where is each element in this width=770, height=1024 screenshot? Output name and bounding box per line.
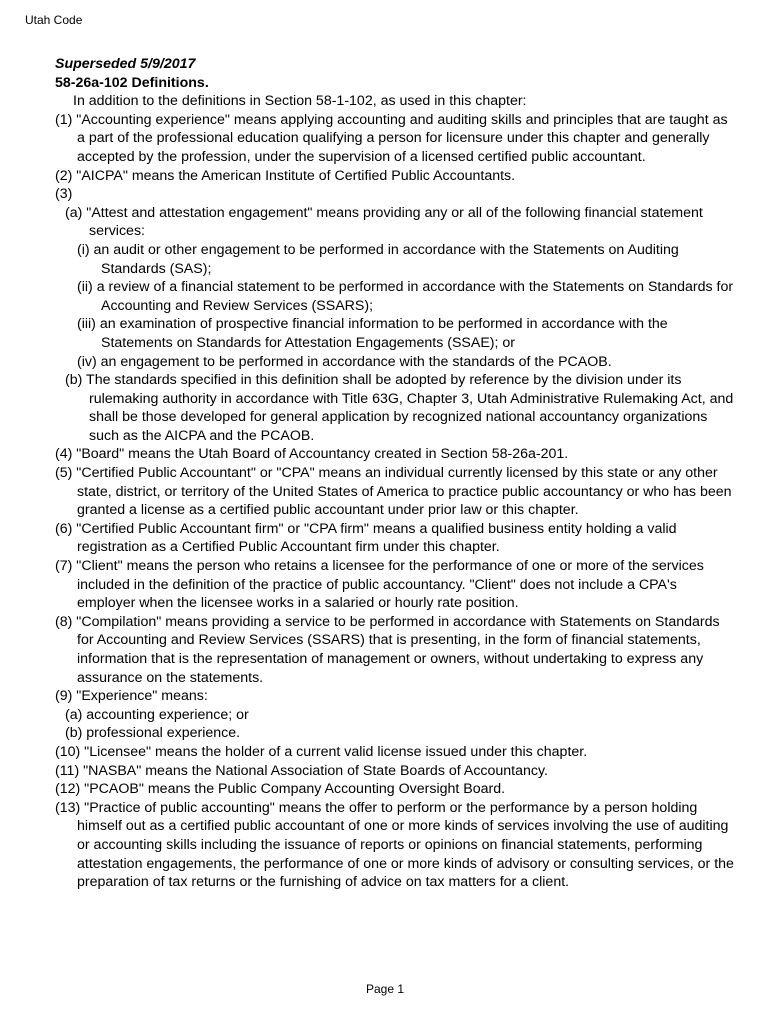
document-header: Utah Code	[25, 13, 83, 27]
definition-3a-iii: (iii) an examination of prospective financial information to be performed in accordance with the Statements on Standards for Attestation Engagements (SSAE); or	[77, 316, 668, 351]
definition-3a-i: (i) an audit or other engagement to be performed in accordance with the Statements on Auditing Standards (SAS);	[77, 241, 679, 277]
definition-3a: (a) "Attest and attestation engagement" means providing any or all of the following financial statement services:	[65, 204, 703, 240]
definition-11: (11) "NASBA" means the National Association of State Boards of Accountancy.	[55, 762, 548, 779]
definition-3b: (b) The standards specified in this definition shall be adopted by reference by the division under its rulemaking authority in accordance with Title 63G, Chapter 3, Utah Administrative Rulemaking Act, and shall be those developed for general application by recognized national accountancy organizations such as the AICPA and the PCAOB.	[65, 372, 734, 444]
definition-3a-ii: (ii) a review of a financial statement to be performed in accordance with the Statements on Standards for Accounting and Review Services (SSARS);	[77, 279, 734, 314]
definition-7: (7) "Client" means the person who retains a licensee for the performance of one or more of the services included in the definition of the practice of public accountancy. "Client" does not include a CPA's employer when the licensee works in a salaried or hourly rate position.	[55, 558, 704, 612]
definition-6: (6) "Certified Public Accountant firm" or "CPA firm" means a qualified business entity holding a valid registration as a Certified Public Accountant firm under this chapter.	[55, 520, 677, 556]
document-body	[55, 55, 735, 892]
definition-9: (9) "Experience" means:	[55, 688, 208, 705]
definition-3a-iv: (iv) an engagement to be performed in accordance with the standards of the PCAOB.	[77, 353, 612, 370]
definition-3: (3)	[55, 186, 73, 203]
definition-12: (12) "PCAOB" means the Public Company Accounting Oversight Board.	[55, 781, 506, 798]
definition-5: (5) "Certified Public Accountant" or "CPA" means an individual currently licensed by this state or any other state, district, or territory of the United States of America to practice public accountancy or who has been granted a license as a certified public accountant under prior law or this chapter.	[55, 465, 732, 519]
superseded-status: Superseded 5/9/2017	[55, 56, 196, 72]
definition-1: (1) "Accounting experience" means applying accounting and auditing skills and principles that are taught as a part of the professional education qualifying a person for licensure under this chapter and generally accepted by the profession, under the supervision of a licensed certified public accountant.	[55, 111, 728, 165]
definition-8: (8) "Compilation" means providing a service to be performed in accordance with Statements on Standards for Accounting and Review Services (SSARS) that is presenting, in the form of financial statements, information that is the representation of management or owners, without undertaking to express any assurance on the statements.	[55, 613, 720, 686]
definition-9a: (a) accounting experience; or	[65, 706, 249, 723]
section-title: 58-26a-102 Definitions.	[55, 74, 209, 91]
page-number: Page 1	[365, 982, 405, 996]
definition-10: (10) "Licensee" means the holder of a current valid license issued under this chapter.	[55, 743, 588, 760]
definition-4: (4) "Board" means the Utah Board of Accountancy created in Section 58-26a-201.	[55, 446, 569, 463]
definition-13: (13) "Practice of public accounting" means the offer to perform or the performance by a person holding himself out as a certified public accountant of one or more kinds of services involving the use of auditing or accounting skills including the issuance of reports or opinions on financial statements, performing attestation engagements, the performance of one or more kinds of advisory or consulting services, or the preparation of tax returns or the furnishing of advice on tax matters for a client.	[55, 799, 734, 891]
intro-paragraph: In addition to the definitions in Section 58-1-102, as used in this chapter:	[73, 93, 527, 110]
definition-9b: (b) professional experience.	[65, 725, 241, 742]
definition-2: (2) "AICPA" means the American Institute of Certified Public Accountants.	[55, 167, 516, 184]
